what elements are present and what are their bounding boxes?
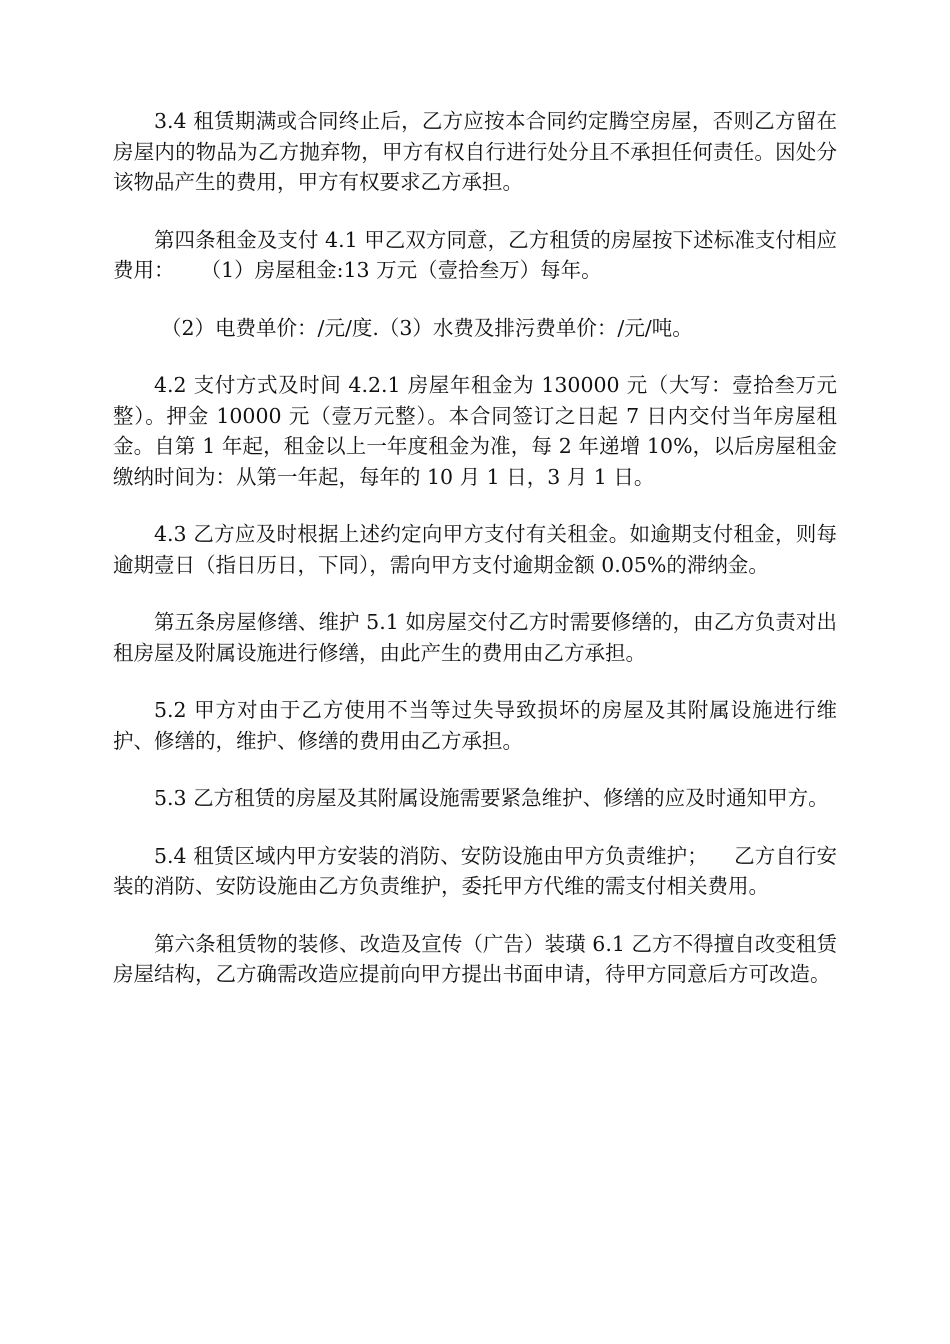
clause-4-3: 4.3 乙方应及时根据上述约定向甲方支付有关租金。如逾期支付租金，则每逾期壹日（指日历日，下同），需向甲方支付逾期金额 0.05%的滞纳金。 [113, 522, 837, 577]
clause-5-4: 5.4 租赁区域内甲方安装的消防、安防设施由甲方负责维护； 乙方自行安装的消防、安防设施由乙方负责维护，委托甲方代维的需支付相关费用。 [113, 843, 837, 898]
clause-4-2: 4.2 支付方式及时间 4.2.1 房屋年租金为 130000 元（大写：壹拾叁万元整）。押金 10000 元（壹万元整）。本合同签订之日起 7 日内交付当年房屋租金。自第 1 年起，租金以上一年度租金为准，每 2 年递增 10%，以后房屋租金缴纳时间为：从第一年起，每年的 10 月 1 日，3 月 1 日。 [113, 373, 837, 489]
article-5-repair: 第五条房屋修缮、维护 5.1 如房屋交付乙方时需要修缮的，由乙方负责对出租房屋及附属设施进行修缮，由此产生的费用由乙方承担。 [113, 610, 837, 665]
document-page [113, 106, 837, 1017]
utility-unit-prices: （2）电费单价：/元/度.（3）水费及排污费单价：/元/吨。 [161, 315, 693, 340]
article-6-renovation: 第六条租赁物的装修、改造及宣传（广告）装璜 6.1 乙方不得擅自改变租赁房屋结构，乙方确需改造应提前向甲方提出书面申请，待甲方同意后方可改造。 [113, 931, 837, 986]
clause-3-4: 3.4 租赁期满或合同终止后，乙方应按本合同约定腾空房屋，否则乙方留在房屋内的物品为乙方抛弃物，甲方有权自行进行处分且不承担任何责任。因处分该物品产生的费用，甲方有权要求乙方承担。 [113, 109, 837, 194]
article-4-rent-payment: 第四条租金及支付 4.1 甲乙双方同意，乙方租赁的房屋按下述标准支付相应费用： （1）房屋租金:13 万元（壹拾叁万）每年。 [113, 227, 837, 282]
clause-5-2: 5.2 甲方对由于乙方使用不当等过失导致损坏的房屋及其附属设施进行维护、修缮的，维护、修缮的费用由乙方承担。 [113, 698, 837, 753]
clause-5-3: 5.3 乙方租赁的房屋及其附属设施需要紧急维护、修缮的应及时通知甲方。 [154, 786, 829, 810]
